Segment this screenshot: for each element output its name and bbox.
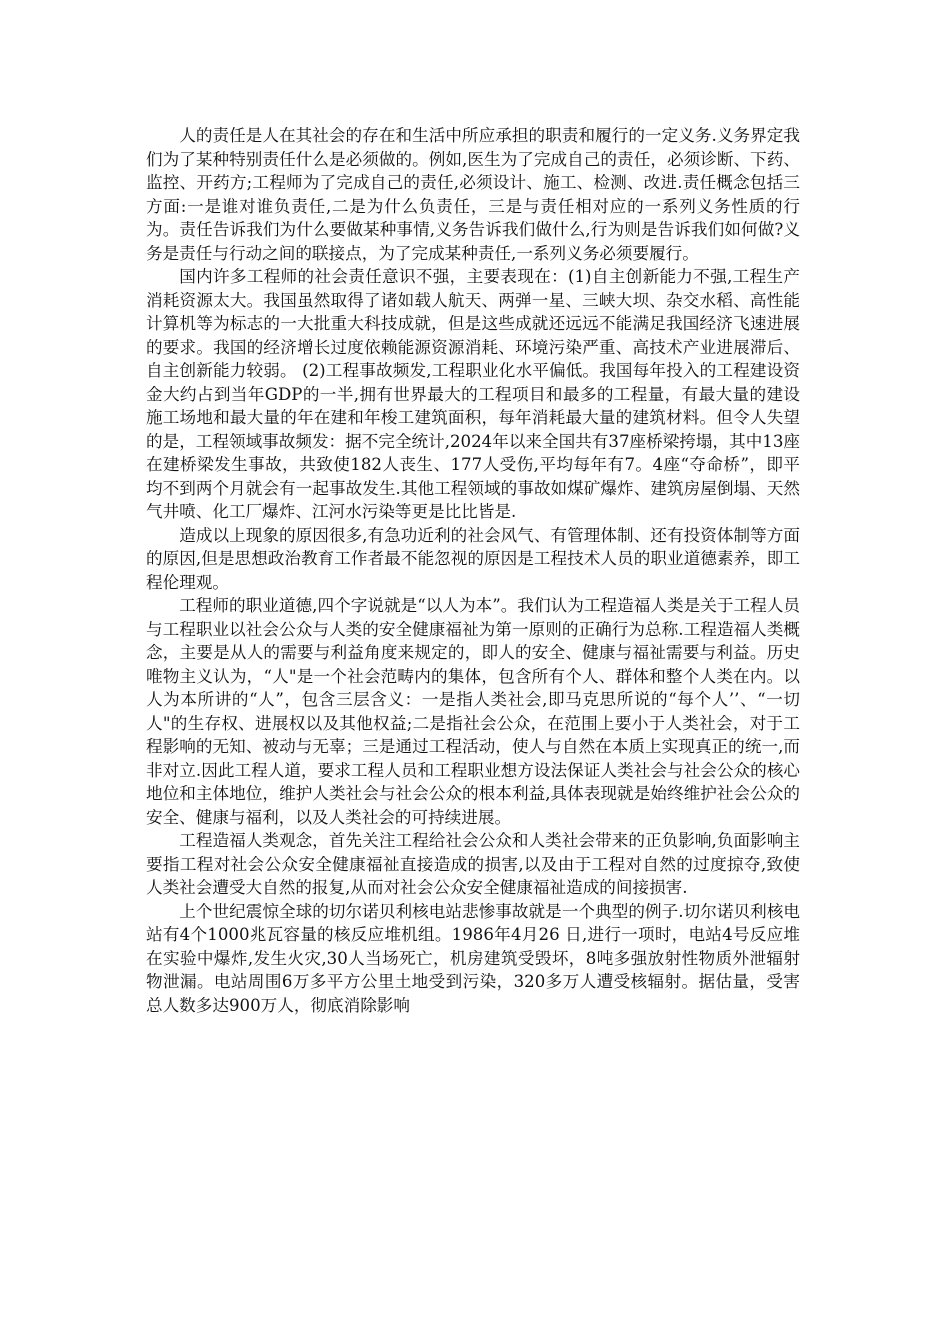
document-body <box>146 124 800 1017</box>
paragraph-responsibility-definition: 人的责任是人在其社会的存在和生活中所应承担的职责和履行的一定义务.义务界定我们为了某种特别责任什么是必须做的。例如,医生为了完成自己的责任，必须诊断、下药、监控、开药方;工程师为了完成自己的责任,必须设计、施工、检测、改进.责任概念包括三方面:一是谁对谁负责任,二是为什么负责任，三是与责任相对应的一系列义务性质的行为。责任告诉我们为什么要做某种事情,义务告诉我们做什么,行为则是告诉我们如何做?义务是责任与行动之间的联接点，为了完成某种责任,一系列义务必须要履行。 <box>146 126 800 263</box>
paragraph-engineering-impact: 工程造福人类观念，首先关注工程给社会公众和人类社会带来的正负影响,负面影响主要指工程对社会公众安全健康福祉直接造成的损害,以及由于工程对自然的过度掠夺,致使人类社会遭受大自然的报复,从而对社会公众安全健康福祉造成的间接损害. <box>146 831 800 897</box>
paragraph-engineer-social-responsibility: 国内许多工程师的社会责任意识不强，主要表现在：(1)自主创新能力不强,工程生产消耗资源太大。我国虽然取得了诸如载人航天、两弹一星、三峡大坝、杂交水稻、高性能计算机等为标志的一大批重大科技成就，但是这些成就还远远不能满足我国经济飞速进展的要求。我国的经济增长过度依赖能源资源消耗、环境污染严重、高技术产业进展滞后、自主创新能力较弱。 (2)工程事故频发,工程职业化水平偏低。我国每年投入的工程建设资金大约占到当年GDP的一半,拥有世界最大的工程项目和最多的工程量，有最大量的建设施工场地和最大量的年在建和年梭工建筑面积，每年消耗最大量的建筑材料。但令人失望的是，工程领域事故频发：据不完全统计,2024年以来全国共有37座桥梁挎塌，其中13座在建桥梁发生事故，共致使182人丧生、177人受伤,平均每年有7。4座“夺命桥”，即平均不到两个月就会有一起事故发生.其他工程领域的事故如煤矿爆炸、建筑房屋倒塌、天然气井喷、化工厂爆炸、江河水污染等更是比比皆是. <box>146 267 800 521</box>
paragraph-chernobyl-example: 上个世纪震惊全球的切尔诺贝利核电站悲惨事故就是一个典型的例子.切尔诺贝利核电站有4个1000兆瓦容量的核反应堆机组。1986年4月26 日,进行一项时，电站4号反应堆在实验中爆炸,发生火灾,30人当场死亡，机房建筑受毁坏，8吨多强放射性物质外泄辐射物泄漏。电站周围6万多平方公里土地受到污染，320多万人遭受核辐射。据估量，受害总人数多达900万人，彻底消除影响 <box>146 901 800 1015</box>
paragraph-causes: 造成以上现象的原因很多,有急功近利的社会风气、有管理体制、还有投资体制等方面的原因,但是思想政治教育工作者最不能忽视的原因是工程技术人员的职业道德素养，即工程伦理观。 <box>146 525 800 592</box>
paragraph-people-oriented-ethics: 工程师的职业道德,四个字说就是“以人为本”。我们认为工程造福人类是关于工程人员与工程职业以社会公众与人类的安全健康福祉为第一原则的正确行为总称.工程造福人类概念，主要是从人的需要与利益角度来规定的，即人的安全、健康与福祉需要与利益。历史唯物主义认为，“人"是一个社会范畴内的集体，包含所有个人、群体和整个人类在内。以人为本所讲的“人”，包含三层含义：一是指人类社会,即马克思所说的“每个人’’、“一切人"的生存权、进展权以及其他权益;二是指社会公众，在范围上要小于人类社会，对于工程影响的无知、被动与无辜；三是通过工程活动，使人与自然在本质上实现真正的统一,而非对立.因此工程人道，要求工程人员和工程职业想方设法保证人类社会与社会公众的核心地位和主体地位，维护人类社会与社会公众的根本利益,具体表现就是始终维护社会公众的安全、健康与福利，以及人类社会的可持续进展。 <box>146 596 800 827</box>
